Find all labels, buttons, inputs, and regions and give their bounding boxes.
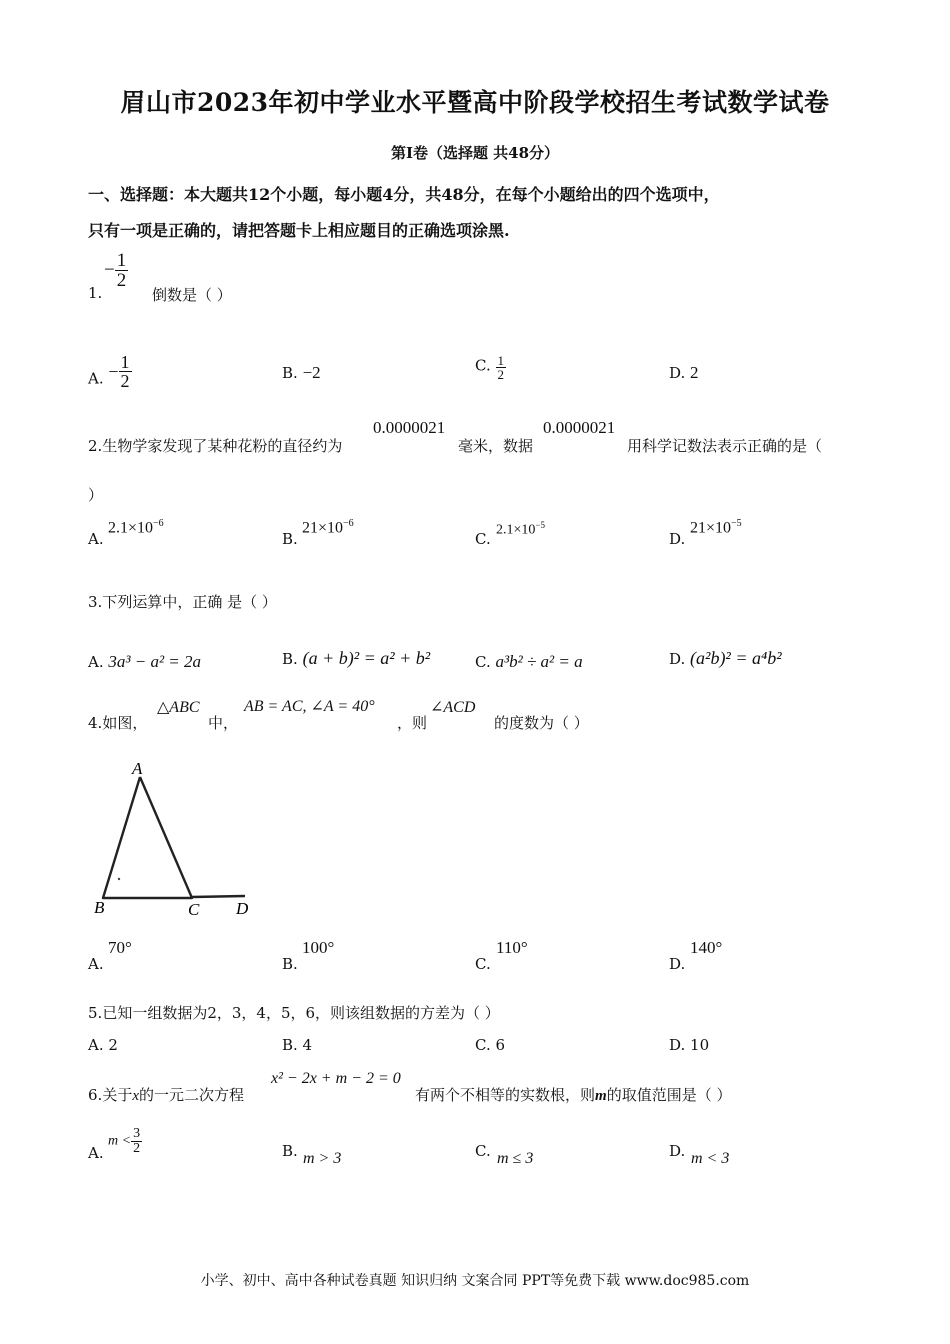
q1-frac-num: 1 [116,250,127,271]
q1-number: 1. [88,284,103,302]
q2-text2: 毫米，数据 [458,437,534,455]
q6-option-a[interactable]: A. [88,1144,104,1162]
label-a: A [132,759,143,778]
q4-option-a[interactable]: A. [88,955,104,973]
q2-option-b[interactable]: B. [282,530,298,548]
q3-stem: 3.下列运算中，正确 是（ ） [88,593,277,611]
q4-option-c-value: 110° [496,938,528,957]
q2-option-d[interactable]: D. [669,530,686,548]
q6-stem-end: 有两个不相等的实数根，则m的取值范围是（ ） [415,1086,732,1104]
q4-option-c[interactable]: C. [475,955,491,973]
q5-option-b[interactable]: B. 4 [282,1036,313,1054]
q1-option-d[interactable]: D. 2 [669,363,699,382]
q5-option-d[interactable]: D. 10 [669,1036,710,1054]
q1-text: 倒数是（ ） [152,286,232,304]
q5-option-c[interactable]: C. 6 [475,1036,506,1054]
q6-stem-start: 6.关于x的一元二次方程 [88,1086,245,1104]
stray-dot [118,878,120,880]
q6-option-c[interactable]: C. [475,1142,491,1160]
q4-option-b[interactable]: B. [282,955,298,973]
q6-option-d[interactable]: D. [669,1142,686,1160]
q4-angle: ∠ACD [430,699,476,716]
q3-option-b[interactable]: B. (a + b)² = a² + b² [282,648,431,668]
q1-minus: − [104,259,115,281]
part-heading: 第I卷（选择题 共48分） [390,144,560,162]
q6-option-b-expr: m > 3 [303,1150,342,1167]
q6-option-b[interactable]: B. [282,1142,298,1160]
q4-text4: 的度数为（ ） [494,714,589,732]
triangle-abc-lines [103,777,192,898]
q2-text-cont: ） [88,486,104,504]
q4-triangle: △ABC [157,699,200,716]
q4-option-d-value: 140° [690,938,723,957]
label-b: B [94,898,105,917]
q6-equation: x² − 2x + m − 2 = 0 [271,1070,401,1087]
q2-value-1: 0.0000021 [373,418,446,437]
q5-option-a[interactable]: A. 2 [88,1036,118,1054]
section-instruction-line2: 只有一项是正确的，请把答题卡上相应题目的正确选项涂黑. [88,221,510,240]
q6-option-d-expr: m < 3 [691,1150,730,1167]
q1-expression [104,251,128,290]
exam-title: 眉山市2023年初中学业水平暨高中阶段学校招生考试数学试卷 [120,88,830,117]
q1-frac-den: 2 [116,270,127,291]
q4-option-b-value: 100° [302,938,335,957]
q3-option-d[interactable]: D. (a²b)² = a⁴b² [669,648,782,668]
q4-condition: AB = AC, ∠A = 40° [244,698,375,715]
q6-option-c-expr: m ≤ 3 [497,1150,534,1167]
q4-option-d[interactable]: D. [669,955,686,973]
q4-text3: ，则 [397,714,428,732]
q5-stem: 5.已知一组数据为2，3，4，5，6，则该组数据的方差为（ ） [88,1004,500,1022]
q2-option-c[interactable]: C. [475,530,491,548]
q2-value-2: 0.0000021 [543,418,616,437]
q2-stem: 2.生物学家发现了某种花粉的直径约为 [88,437,343,455]
q3-option-c[interactable]: C. a³b² ÷ a² = a [475,652,583,671]
label-d: D [236,899,249,918]
q2-text3: 用科学记数法表示正确的是（ [627,437,823,455]
q4-text2: 中， [208,714,239,732]
section-instruction-line1: 一、选择题：本大题共12个小题，每小题4分，共48分，在每个小题给出的四个选项中， [88,185,720,204]
q2-option-a-expr: $2.1\times 10^{-6}$ [108,518,164,537]
q2-option-a[interactable]: A. [88,530,104,548]
extension-cd-line [192,896,245,897]
q4-stem-start: 4.如图， [88,714,148,732]
q1-option-a[interactable]: A. − $\frac{1}{2}$ [88,352,130,391]
footer-watermark-text: 小学、初中、高中各种试卷真题 知识归纳 文案合同 PPT等免费下载 www.doc985.com [200,1273,750,1289]
q1-option-c[interactable]: C. $\frac{1}{2}$ [475,353,504,382]
q2-option-d-expr: $21\times 10^{-5}$ [690,518,742,537]
q3-option-a[interactable]: A. 3a³ − a² = 2a [88,652,202,671]
triangle-figure [90,755,265,920]
q4-option-a-value: 70° [108,938,132,957]
label-c: C [188,900,200,919]
q6-option-a-expr: m < $\frac{3}{2}$ [108,1126,141,1156]
q2-option-b-expr: $21\times 10^{-6}$ [302,518,354,537]
q2-option-c-expr: $2.1\times 10^{-5}$ [496,520,545,538]
q1-option-b[interactable]: B. −2 [282,363,321,382]
